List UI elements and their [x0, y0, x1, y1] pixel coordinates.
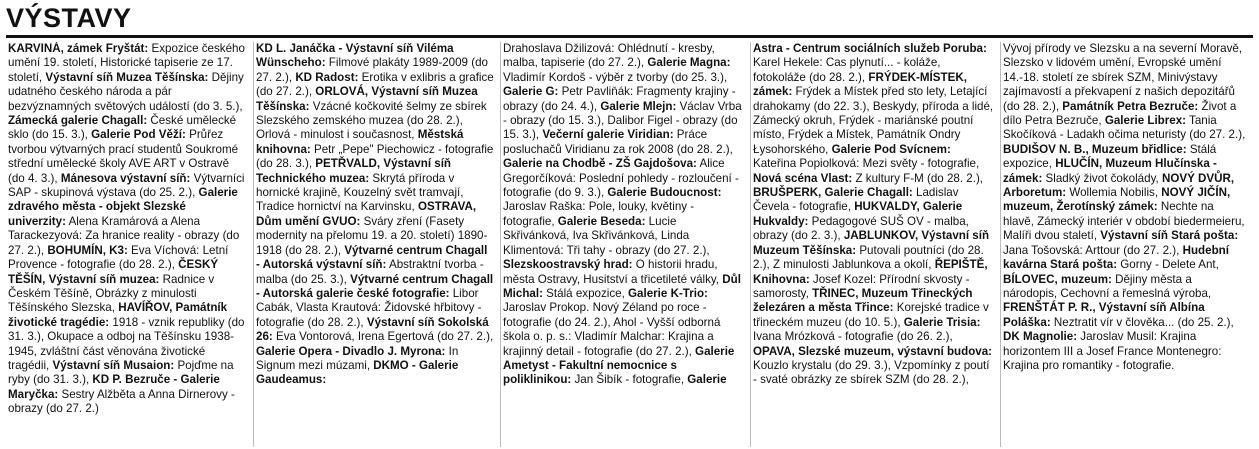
venue-name: HLUČÍN, Muzeum Hlučínska - zámek:: [1003, 157, 1217, 185]
exhibit-text: Stálá expozice,: [542, 286, 629, 300]
venue-name: Galerie: [687, 373, 727, 387]
exhibit-text: Abstraktní tvorba - malba (do 25. 3.),: [256, 258, 484, 286]
exhibit-text: Vzácné kočkovité šelmy ze sbírek Slezského zemského muzea (do 28. 2.), Orlová - minulost i současnost,: [256, 99, 487, 142]
venue-name: KD Radost:: [295, 70, 359, 84]
venue-name: Galerie Pod Svícnem:: [831, 142, 951, 156]
venue-name: Galerie G:: [503, 85, 559, 99]
venue-name: Nová scéna Vlast:: [753, 171, 853, 185]
venue-name: Galerie Magna:: [647, 56, 731, 70]
exhibit-text: Drahoslava Džilizová: Ohlédnutí - kresby, malba, tapiserie (do 27. 2.),: [503, 42, 715, 70]
listing-column-2: [254, 42, 501, 447]
exhibit-text: Dějiny udatného českého národa a pár bezvýznamných světových událostí (do 3. 5.),: [8, 70, 244, 113]
listing-column-4: [751, 42, 1001, 447]
listing-column-1: [6, 42, 254, 447]
venue-name: Galerie Pod Věží:: [91, 128, 186, 142]
venue-name: Galerie na Chodbě - ZŠ Gajdošova:: [503, 157, 697, 171]
venue-name: ŘEPIŠTĚ, Knihovna:: [753, 258, 988, 286]
venue-name: FRÝDEK-MÍSTEK, zámek:: [753, 70, 967, 99]
venue-name: Výstavní síň Stará pošta:: [1100, 229, 1239, 243]
venue-name: FRENŠTÁT P. R., Výstavní síň Albína Poláška:: [1003, 301, 1205, 329]
exhibit-text: Václav Vrba - obrazy (do 15. 3.), Dalibor Figel - obrazy (do 15. 3.),: [503, 99, 742, 142]
venue-name: BRUŠPERK, Galerie Chagall:: [753, 186, 913, 200]
title-rule: [6, 35, 1253, 38]
exhibit-text: Petr Pavliňák: Fragmenty krajiny - obrazy (do 24. 4.),: [503, 85, 736, 113]
listing-columns: [6, 42, 1253, 447]
exhibit-text: Korejské tradice v třineckém muzeu (do 10. 5.),: [753, 301, 989, 329]
venue-name: Zámecká galerie Chagall:: [8, 114, 148, 128]
venue-name: Galerie Trisia:: [903, 315, 981, 329]
listing-column-3: [501, 42, 751, 447]
venue-name: DKMO - Galerie Gaudeamus:: [256, 358, 459, 387]
exhibit-text: Nechte na hlavě, Zámecký interiér v období biedermeieru, Malíři dvou staletí,: [1003, 200, 1245, 243]
venue-name: BOHUMÍN, K3:: [47, 243, 128, 257]
exhibit-text: Putovali poutníci (do 28. 2.), Z minulosti Jablunkova a okolí,: [753, 243, 984, 272]
exhibit-text: Libor Cabák, Vlasta Krautová: Židovské hřbitovy - fotografie (do 28. 2.),: [256, 286, 482, 329]
exhibit-text: Neztratit vír v člověka... (do 25. 2.),: [1050, 315, 1234, 329]
exhibit-text: Jaroslav Prokop. Nový Zéland po roce - fotografie (do 24. 2.), Ahol - Vyšší odborná škola o. p. s.: Vladimír Malchar: Krajina a krajinný detail - fotografie (do 27. 2.),: [503, 301, 721, 358]
exhibit-text: Stálá expozice,: [1003, 142, 1217, 171]
exhibit-text: Práce posluchačů Viridianu za rok 2008 (do 28. 2.),: [503, 128, 733, 156]
venue-name: OPAVA, Slezské muzeum, výstavní budova:: [753, 344, 993, 358]
venue-name: Výtvarné centrum Chagall - Autorská galerie české fotografie:: [256, 272, 494, 300]
exhibit-text: Sestry Alžběta a Anna Dirnerovy - obrazy (do 27. 2.): [8, 387, 235, 416]
venue-name: NOVÝ DVŮR, Arboretum:: [1003, 171, 1235, 200]
exhibit-text: Sváry zření (Fasety modernity na přelomu 19. a 20. století) 1890-1918 (do 28. 2.),: [256, 214, 488, 257]
venue-name: HAVÍŘOV, Památník životické tragédie:: [8, 301, 228, 329]
exhibit-text: Eva Vontorová, Irena Egertová (do 27. 2.),: [272, 330, 494, 344]
exhibit-text: Radnice v Českém Těšíně, Obrázky z minulosti Těšínského Slezska,: [8, 272, 215, 315]
exhibit-text: In Signum mezi múzami,: [256, 344, 459, 372]
exhibit-text: Skrytá příroda v hornické krajině, Kouzelný svět tramvají, Tradice hornictví na Karvinsku,: [256, 171, 464, 214]
exhibit-text: O historii hradu, města Ostravy, Husitství a třicetileté války,: [503, 258, 723, 286]
venue-name: Galerie Ametyst - Fakultní nemocnice s poliklinikou:: [503, 344, 735, 387]
venue-name: Galerie Budoucnost:: [607, 186, 722, 200]
exhibit-text: Ladislav Čevela - fotografie,: [753, 186, 959, 214]
column-text: [8, 42, 247, 417]
exhibit-text: Život a dílo Petra Bezruče,: [1003, 99, 1237, 128]
venue-name: PETŘVALD, Výstavní síň Technického muzea:: [256, 157, 452, 185]
exhibit-text: Pojďme na ryby (do 31. 3.),: [8, 358, 234, 387]
venue-name: BÍLOVEC, muzeum:: [1003, 272, 1112, 286]
exhibit-text: Alena Kramárová a Alena Tarackezyová: Za hranice reality - obrazy (do 27. 2.),: [8, 214, 240, 257]
exhibit-text: Pedagogové SUŠ OV - malba, obrazy (do 2. 3.),: [753, 214, 969, 243]
venue-name: OSTRAVA, Dům umění GVUO:: [256, 200, 477, 228]
exhibit-text: Alice Gregorčíková: Poslední pohledy - rozloučení - fotografie (do 9. 3.),: [503, 157, 739, 200]
venue-name: Slezskoostravský hrad:: [503, 258, 633, 272]
exhibit-text: Eva Víchová: Letní Provence - fotografie (do 28. 2.),: [8, 243, 229, 272]
venue-name: Památník Petra Bezruče:: [1062, 99, 1199, 113]
venue-name: Galerie Librex:: [1104, 114, 1187, 128]
venue-name: Galerie zdravého města - objekt Slezské univerzity:: [8, 186, 238, 228]
venue-name: Galerie Opera - Divadlo J. Myrona:: [256, 344, 446, 358]
venue-name: Galerie K-Trio:: [628, 286, 708, 300]
listing-column-5: [1001, 42, 1253, 447]
section-title: VÝSTAVY: [6, 3, 132, 33]
column-text: [753, 42, 994, 388]
exhibit-text: Výtvarníci SAP - skupinová výstava (do 25. 2.),: [8, 171, 245, 200]
venue-name: JABLUNKOV, Výstavní síň Muzeum Těšínska:: [753, 229, 990, 257]
exhibit-text: Karel Hekele: Cas plynutí... - koláže, fotokoláže (do 28. 2.),: [753, 56, 941, 84]
exhibit-text: Petr „Pepe" Piechowicz - fotografie (do 28. 3.),: [256, 142, 494, 171]
exhibit-text: Jan Šibík - fotografie,: [571, 373, 688, 387]
exhibit-text: Frýdek a Místek před sto lety, Letající drahokamy (do 22. 3.), Beskydy, příroda a lidé, Zámecký okruh, Frýdek - mariánské poutní místo, Frýdek a Místek, Památník Ondry Łysohorského,: [753, 85, 994, 156]
exhibit-text: Tania Skočíková - Ladakh očima neturisty (do 27. 2.),: [1003, 114, 1246, 142]
venue-name: Hudební kavárna Stará pošta:: [1003, 243, 1229, 272]
venue-name: ORLOVÁ, Výstavní síň Muzea Těšínska:: [256, 85, 478, 113]
venue-name: Mánesova výstavní síň:: [60, 171, 191, 185]
venue-name: Astra - Centrum sociálních služeb Poruba:: [753, 42, 987, 55]
exhibit-text: Sladký život čokolády,: [1042, 171, 1162, 185]
venue-name: Výtvarné centrum Chagall - Autorská výstavní síň:: [256, 243, 488, 272]
column-text: [256, 42, 494, 388]
venue-name: KD L. Janáčka - Výstavní síň Viléma Wünscheho:: [256, 42, 454, 70]
venue-name: Galerie Mlejn:: [600, 99, 677, 113]
column-text: [503, 42, 744, 388]
exhibit-text: Jaroslav Raška: Pole, louky, květiny - fotografie,: [503, 200, 695, 228]
venue-name: Večerní galerie Viridian:: [542, 128, 674, 142]
venue-name: Výstavní síň Muzea Těšínska:: [45, 70, 209, 84]
venue-name: Městská knihovna:: [256, 128, 464, 156]
exhibit-text: Dějiny města a národopis, Cechovní a řemeslná výroba,: [1003, 272, 1212, 300]
venue-name: Výstavní síň Sokolská 26:: [256, 315, 489, 344]
exhibit-text: Jaroslav Musil: Krajina horizontem III a Josef France Montenegro: Krajina pro romantiky - fotografie.: [1003, 330, 1222, 372]
venue-name: KARVINÁ, zámek Fryštát:: [8, 42, 149, 55]
exhibit-text: Filmové plakáty 1989-2009 (do 27. 2.),: [256, 56, 488, 84]
venue-name: Galerie Beseda:: [557, 214, 646, 228]
exhibit-text: Ivana Mrózková - fotografie (do 26. 2.),: [753, 330, 953, 344]
venue-name: NOVÝ JIČÍN, muzeum, Žerotínský zámek:: [1003, 186, 1231, 214]
exhibit-text: České umělecké sklo (do 15. 3.),: [8, 114, 237, 142]
exhibit-text: Lucie Skřivánková, Iva Skřivánková, Linda Klimentová: Tři tahy - obrazy (do 27. 2.),: [503, 214, 710, 257]
venue-name: Výstavní síň Musaion:: [52, 358, 175, 372]
venue-name: KD P. Bezruče - Galerie Maryčka:: [8, 373, 220, 401]
exhibit-text: Kateřina Popiolková: Mezi světy - fotografie,: [753, 157, 980, 171]
column-text: [1003, 42, 1247, 373]
exhibit-text: Vladimír Kordoš - výběr z tvorby (do 25. 3.),: [503, 70, 728, 84]
exhibit-text: Jana Tošovská: Arttour (do 27. 2.),: [1003, 243, 1183, 257]
exhibit-text: Z kultury F-M (do 28. 2.),: [852, 171, 984, 185]
exhibit-text: Kouzlo krystalu (do 29. 3.), Vzpomínky z poutí - svaté obrázky ze sbírek SZM (do 28. 2.),: [753, 358, 990, 387]
exhibit-text: Průřez tvorbou výtvarných prací studentů Soukromé střední umělecké školy AVE ART v Ostravě (do 4. 3.),: [8, 128, 239, 185]
exhibit-text: Erotika v exlibris a grafice (do 27. 2.),: [256, 70, 494, 99]
venue-name: HUKVALDY, Galerie Hukvaldy:: [753, 200, 963, 228]
exhibit-text: Gorny - Delete Ant,: [1117, 258, 1219, 272]
venue-name: TŘINEC, Muzeum Třineckých železáren a města Třince:: [753, 286, 973, 315]
exhibit-text: Josef Kozel: Přírodní skvosty - samorosty,: [753, 272, 970, 300]
venue-name: ČESKÝ TĚŠÍN, Výstavní síň muzea:: [8, 258, 219, 286]
exhibit-text: Vývoj přírody ve Slezsku a na severní Moravě, Slezsko v lidovém umění, Evropské umění 14.-18. století ze sbírek SZM, Minivýstavy zajímavostí a překvapení z našich depozitářů (do 28. 2.),: [1003, 42, 1243, 113]
exhibit-text: 1918 - vznik republiky (do 31. 3.), Okupace a odboj na Těšínsku 1938-1945, zvláštní část věnována životické tragédii,: [8, 315, 245, 372]
exhibit-text: Expozice českého umění 19. století, Historické tapiserie ze 17. století,: [8, 42, 245, 84]
venue-name: Důl Michal:: [503, 272, 741, 300]
exhibit-text: Wollemia Nobilis,: [1066, 186, 1162, 200]
venue-name: BUDIŠOV N. B., Muzeum břidlice:: [1003, 142, 1187, 156]
venue-name: DK Magnolie:: [1003, 330, 1078, 344]
